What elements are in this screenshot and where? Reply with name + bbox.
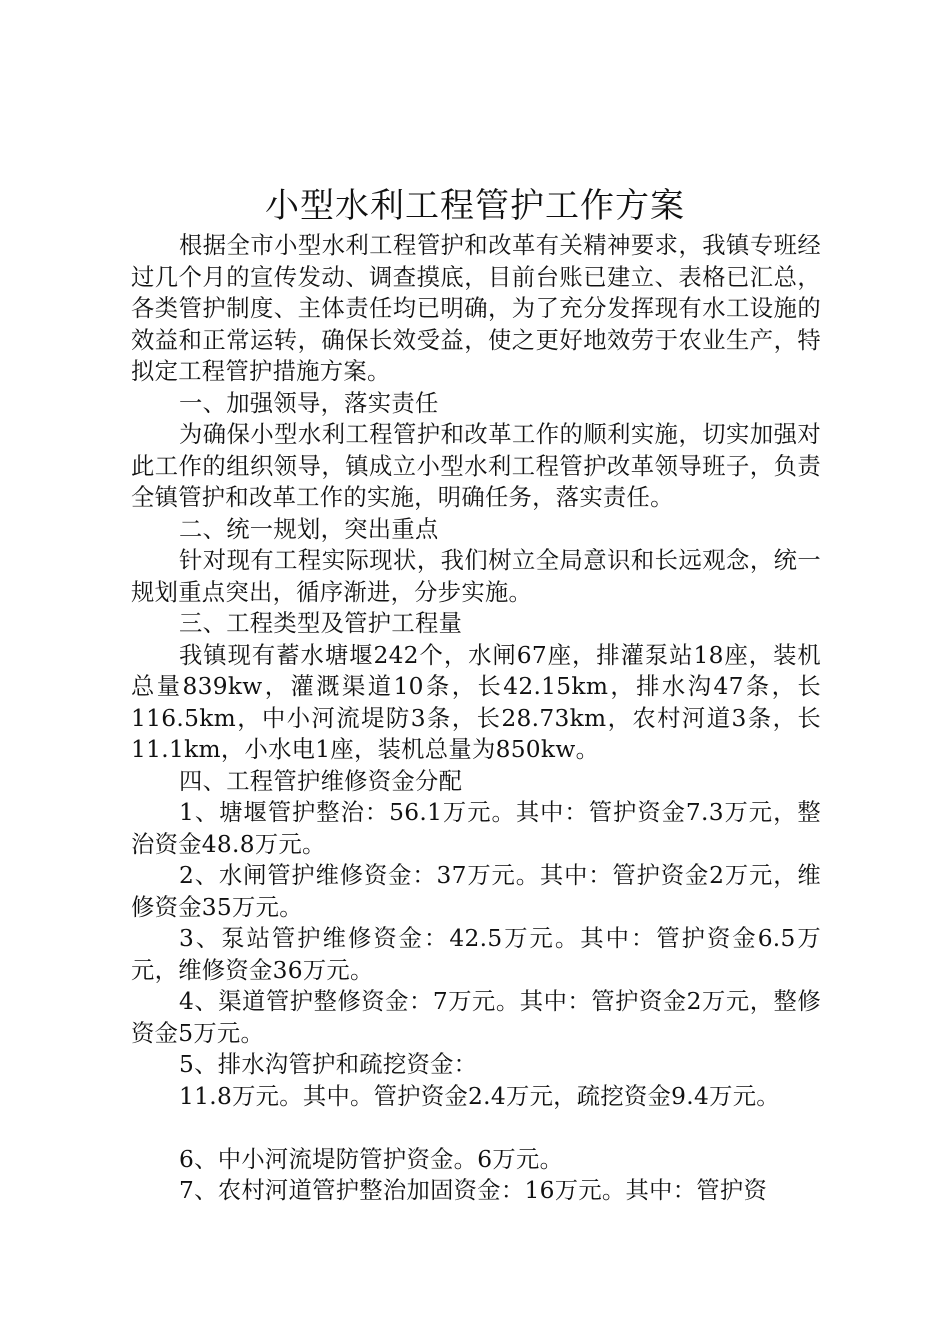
section-2-paragraph: 针对现有工程实际现状，我们树立全局意识和长远观念，统一规划重点突出，循序渐进，分步实施。 — [131, 547, 821, 606]
funding-item-1: 1、塘堰管护整治：56.1万元。其中：管护资金7.3万元，整治资金48.8万元。 — [131, 799, 821, 858]
document-title: 小型水利工程管护工作方案 — [265, 186, 685, 226]
intro-paragraph: 根据全市小型水利工程管护和改革有关精神要求，我镇专班经过几个月的宣传发动、调查摸底，目前台账已建立、表格已汇总，各类管护制度、主体责任均已明确，为了充分发挥现有水工设施的效益和正常运转，确保长效受益，使之更好地效劳于农业生产，特拟定工程管护措施方案。 — [131, 232, 821, 385]
section-heading-1: 一、加强领导，落实责任 — [179, 389, 439, 417]
section-3-paragraph: 我镇现有蓄水塘堰242个，水闸67座，排灌泵站18座，装机总量839kw，灌溉渠道10条，长42.15km，排水沟47条，长116.5km，中小河流堤防3条，长28.73km，农村河道3条，长11.1km，小水电1座，装机总量为850kw。 — [131, 641, 821, 763]
section-heading-2: 二、统一规划，突出重点 — [179, 515, 439, 543]
blank-line — [131, 1112, 821, 1144]
section-heading-3: 三、工程类型及管护工程量 — [179, 610, 463, 637]
funding-item-6: 6、中小河流堤防管护资金。6万元。 — [179, 1145, 564, 1173]
funding-item-2: 2、水闸管护维修资金：37万元。其中：管护资金2万元，维修资金35万元。 — [131, 862, 821, 921]
document-body — [131, 230, 821, 1207]
funding-item-5-detail: 11.8万元。其中。管护资金2.4万元，疏挖资金9.4万元。 — [179, 1082, 780, 1110]
funding-item-5: 5、排水沟管护和疏挖资金： — [179, 1051, 478, 1078]
funding-item-4: 4、渠道管护整修资金：7万元。其中：管护资金2万元，整修资金5万元。 — [131, 988, 821, 1047]
section-heading-4: 四、工程管护维修资金分配 — [179, 767, 463, 795]
section-1-paragraph: 为确保小型水利工程管护和改革工作的顺利实施，切实加强对此工作的组织领导，镇成立小型水利工程管护改革领导班子，负责全镇管护和改革工作的实施，明确任务，落实责任。 — [131, 421, 821, 511]
funding-item-7: 7、农村河道管护整治加固资金：16万元。其中：管护资 — [179, 1177, 768, 1204]
funding-item-3: 3、泵站管护维修资金：42.5万元。其中：管护资金6.5万元，维修资金36万元。 — [131, 925, 821, 984]
